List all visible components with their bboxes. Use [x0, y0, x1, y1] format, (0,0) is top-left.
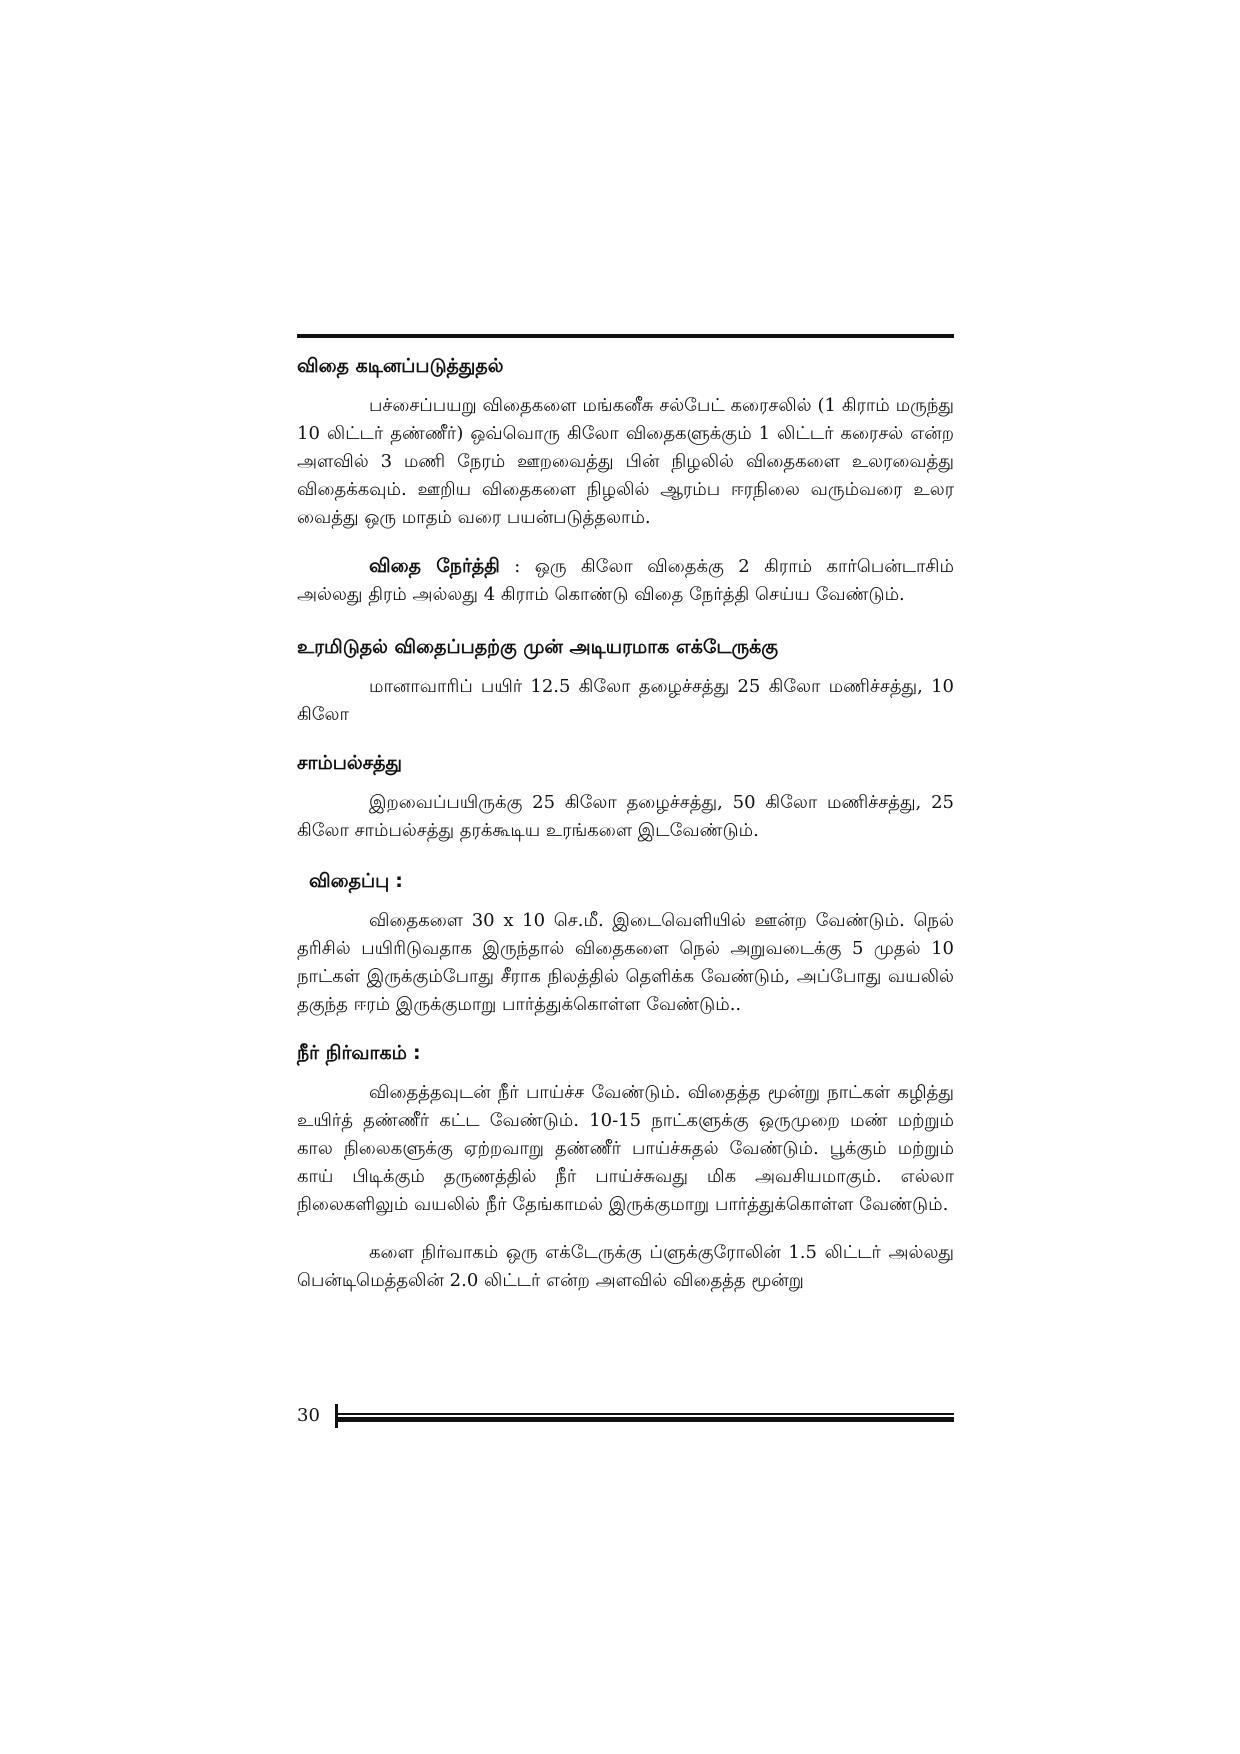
paragraph-fertilizer: மானாவாரிப் பயிர் 12.5 கிலோ தழைச்சத்து 25 கிலோ மணிச்சத்து, 10 கிலோ	[297, 676, 954, 725]
section-heading-fertilizer: உரமிடுதல் விதைப்பதற்கு முன் அடியரமாக எக்டேருக்கு	[297, 636, 779, 658]
paragraph-seed-treatment	[297, 552, 954, 609]
water-heading-colon: :	[412, 1042, 421, 1064]
paragraph-sowing: விதைகளை 30 x 10 செ.மீ. இடைவெளியில் ஊன்ற வேண்டும். நெல் தரிசில் பயிரிடுவதாக இருந்தால் விதைகளை நெல் அறுவடைக்கு 5 முதல் 10 நாட்கள் இருக்கும்போது சீராக நிலத்தில் தெளிக்க வேண்டும், அப்போது வயலில் தகுந்த ஈரம் இருக்குமாறு பார்த்துக்கொள்ள வேண்டும்..	[297, 910, 954, 1015]
paragraph-seed-hardening: பச்சைப்பயறு விதைகளை மங்கனீசு சல்பேட் கரைசலில் (1 கிராம் மருந்து 10 லிட்டர் தண்ணீர்) ஒவ்வொரு கிலோ விதைகளுக்கும் 1 லிட்டர் கரைசல் என்ற அளவில் 3 மணி நேரம் ஊறவைத்து பின் நிழலில் விதைகளை உலரவைத்து விதைக்கவும். ஊறிய விதைகளை நிழலில் ஆரம்ப ஈரநிலை வரும்வரை உலர வைத்து ஒரு மாதம் வரை பயன்படுத்தலாம்.	[297, 395, 954, 528]
water-heading-text: நீர் நிர்வாகம்	[297, 1042, 407, 1064]
page-content	[297, 352, 954, 1295]
footer-rule-thin	[338, 1413, 954, 1415]
footer-rule-thick	[338, 1417, 954, 1422]
page-footer	[297, 1404, 954, 1428]
page-number: 30	[297, 1405, 320, 1426]
seed-treatment-text: : ஒரு கிலோ விதைக்கு 2 கிராம் கார்பென்டாசிம் அல்லது திரம் அல்லது 4 கிராம் கொண்டு விதை நேர்த்தி செய்ய வேண்டும்.	[297, 556, 954, 605]
paragraph-water-management: விதைத்தவுடன் நீர் பாய்ச்ச வேண்டும். விதைத்த மூன்று நாட்கள் கழித்து உயிர்த் தண்ணீர் கட்ட வேண்டும். 10-15 நாட்களுக்கு ஒருமுறை மண் மற்றும் கால நிலைகளுக்கு ஏற்றவாறு தண்ணீர் பாய்ச்சுதல் வேண்டும். பூக்கும் மற்றும் காய் பிடிக்கும் தருணத்தில் நீர் பாய்ச்சுவது மிக அவசியமாகும். எல்லா நிலைகளிலும் வயலில் நீர் தேங்காமல் இருக்குமாறு பார்த்துக்கொள்ள வேண்டும்.	[297, 1082, 954, 1215]
top-rule	[297, 334, 954, 338]
section-heading-potash: சாம்பல்சத்து	[297, 752, 403, 774]
sowing-heading-text: விதைப்பு	[309, 870, 390, 892]
footer-rule-tick	[335, 1404, 338, 1428]
inline-term-seed-treatment: விதை நேர்த்தி	[369, 555, 500, 577]
section-heading-seed-hardening: விதை கடினப்படுத்துதல்	[297, 355, 504, 377]
section-heading-sowing	[297, 867, 954, 895]
paragraph-potash: இறவைப்பயிருக்கு 25 கிலோ தழைச்சத்து, 50 கிலோ மணிச்சத்து, 25 கிலோ சாம்பல்சத்து தரக்கூடிய உரங்களை இடவேண்டும்.	[297, 792, 954, 841]
paragraph-weed-management: களை நிர்வாகம் ஒரு எக்டேருக்கு ப்ளுக்குரோலின் 1.5 லிட்டர் அல்லது பென்டிமெத்தலின் 2.0 லிட்டர் என்ற அளவில் விதைத்த மூன்று	[297, 1242, 954, 1291]
section-heading-water-management	[297, 1039, 954, 1067]
sowing-heading-colon: :	[395, 870, 403, 892]
